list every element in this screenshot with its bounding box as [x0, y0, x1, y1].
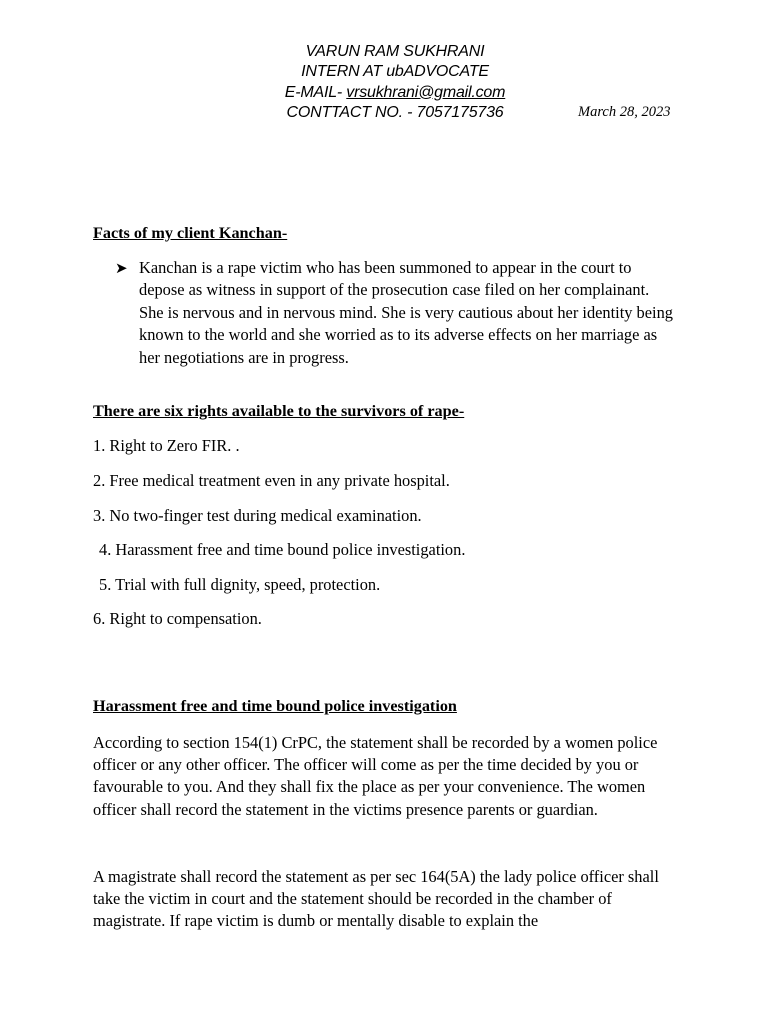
author-email-line	[0, 83, 768, 103]
rights-item-2: 2. Free medical treatment even in any private hospital.	[93, 471, 450, 490]
rights-item-6: 6. Right to compensation.	[93, 609, 262, 628]
rights-item-3: 3. No two-finger test during medical examination.	[93, 506, 422, 525]
rights-item-5: 5. Trial with full dignity, speed, protection.	[99, 575, 381, 594]
facts-heading: Facts of my client Kanchan-	[93, 224, 288, 242]
facts-bullet	[115, 257, 675, 369]
investigation-heading: Harassment free and time bound police investigation	[93, 697, 457, 715]
investigation-paragraph-2: A magistrate shall record the statement as per sec 164(5A) the lady police officer shall take the victim in court and the statement should be recorded in the chamber of magistrate. If rape victim is dumb or mentally disable to explain the	[93, 867, 659, 931]
author-name: VARUN RAM SUKHRANI	[305, 43, 485, 60]
arrow-bullet-icon: ➤	[115, 261, 128, 277]
email-label: E-MAIL-	[284, 83, 347, 101]
rights-item-4: 4. Harassment free and time bound police investigation.	[99, 540, 466, 559]
letter-date: March 28, 2023	[578, 104, 671, 120]
facts-bullet-text: Kanchan is a rape victim who has been summoned to appear in the court to depose as witness in support of the prosecution case filed on her complainant. She is nervous and in nervous mind. She is very cautious about her identity being known to the world and she worried as to its adverse effects on her marriage as her negotiations are in progress.	[139, 258, 673, 367]
investigation-paragraph-1: According to section 154(1) CrPC, the statement shall be recorded by a women police officer or any other officer. The officer will come as per the time decided by you or favourable to you. And they shall fix the place as per your convenience. The women officer shall record the statement in the victims presence parents or guardian.	[93, 733, 658, 819]
email-link[interactable]: vrsukhrani@gmail.com	[346, 83, 506, 101]
rights-item-1: 1. Right to Zero FIR. .	[93, 436, 240, 455]
author-role: INTERN AT ubADVOCATE	[301, 63, 489, 81]
author-contact: CONTTACT NO. - 7057175736	[286, 103, 504, 121]
rights-heading: There are six rights available to the survivors of rape-	[93, 402, 465, 420]
